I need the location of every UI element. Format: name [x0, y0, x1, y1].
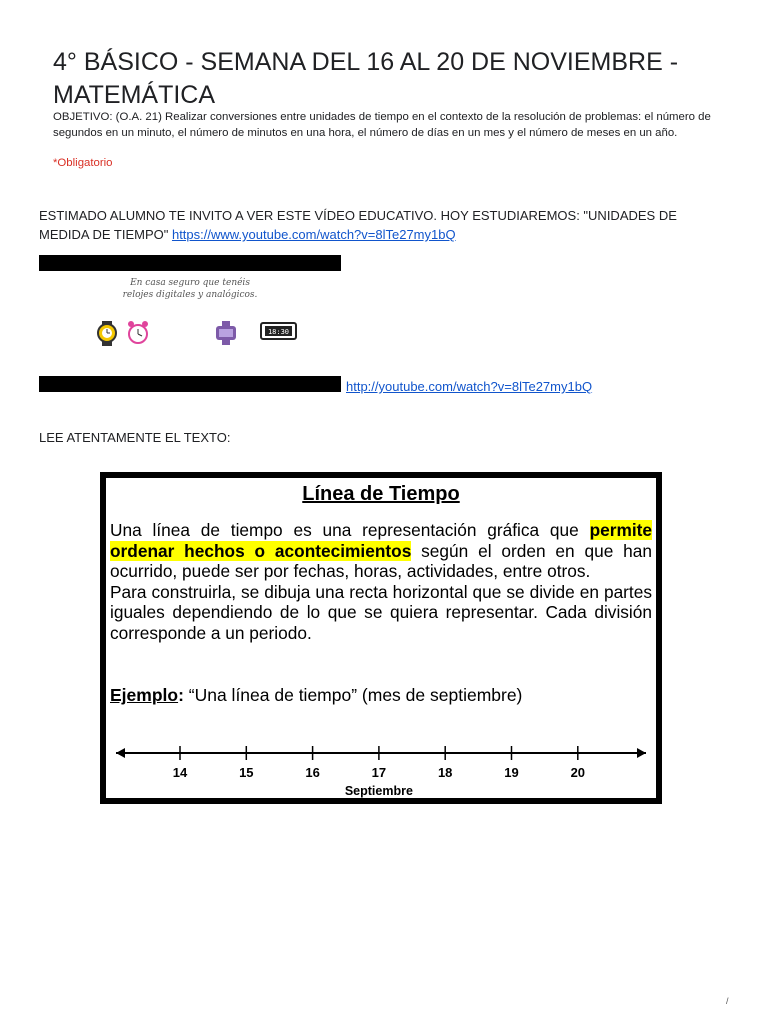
digital-watch-icon [216, 321, 236, 345]
timeline-tick-label: 17 [371, 765, 387, 780]
timeline-arrow-right [637, 748, 646, 758]
example-line [110, 685, 522, 706]
timeline-tick-label: 18 [437, 765, 453, 780]
timeline-tick-label: 19 [504, 765, 519, 780]
caption-line-2: relojes digitales y analógicos. [122, 290, 258, 300]
reading-instruction: LEE ATENTAMENTE EL TEXTO: [39, 430, 231, 445]
video-thumbnail[interactable] [39, 271, 341, 372]
video-link-2[interactable]: http://youtube.com/watch?v=8lTe27my1bQ [346, 379, 593, 394]
timeline-diagram [106, 733, 656, 798]
invite-text: ESTIMADO ALUMNO TE INVITO A VER ESTE VÍDEO EDUCATIVO. HOY ESTUDIAREMOS: "UNIDADES DE MEDIDA DE TIEMPO" [39, 208, 677, 242]
page-title: 4° BÁSICO - SEMANA DEL 16 AL 20 DE NOVIEMBRE - MATEMÁTICA [53, 48, 679, 109]
timeline-tick-label: 15 [239, 765, 254, 780]
paragraph-definition [110, 520, 652, 582]
para1-start: Una línea de tiempo es una representación gráfica que [110, 520, 590, 540]
video-invite [39, 206, 729, 244]
para1-highlight: permite ordenar hechos o acontecimientos [110, 520, 652, 561]
footer-mark: / [726, 996, 729, 1006]
paragraph-construction: Para construirla, se dibuja una recta horizontal que se divide en partes iguales dependiendo de lo que se quiera representar. Cada división corresponde a un periodo. [110, 581, 652, 643]
clock-icons [39, 271, 341, 372]
timeline-month-label: Septiembre [344, 784, 413, 798]
timeline-arrow-left [116, 748, 125, 758]
example-colon: : [178, 685, 184, 705]
redaction-bar-bottom [39, 376, 341, 392]
timeline-tick-label: 20 [570, 765, 586, 780]
box-title: Línea de Tiempo [302, 483, 460, 505]
timeline-text-box [100, 472, 662, 804]
video-link-1[interactable]: https://www.youtube.com/watch?v=8lTe27my1bQ [171, 227, 456, 242]
required-note: *Obligatorio [53, 157, 113, 169]
redaction-bar-top [39, 255, 341, 271]
digital-clock-time: 18:30 [267, 328, 290, 336]
timeline-tick-label: 14 [172, 765, 188, 780]
para1-end: según el orden en que han ocurrido, puede ser por fechas, horas, actividades, entre otros. [110, 540, 653, 582]
timeline-tick-label: 16 [305, 765, 320, 780]
yellow-watch-icon [98, 321, 116, 346]
box-body [110, 520, 652, 644]
alarm-clock-icon [128, 321, 148, 343]
example-text: “Una línea de tiempo” (mes de septiembre) [183, 685, 523, 705]
objective-text: OBJETIVO: (O.A. 21) Realizar conversiones entre unidades de tiempo en el contexto de la resolución de problemas: el número de segundos en un minuto, el número de minutos en una hora, el número de días en un mes y el número de meses en un año. [53, 111, 711, 139]
caption-line-1: En casa seguro que tenéis [130, 278, 250, 288]
example-label: Ejemplo [110, 685, 179, 705]
